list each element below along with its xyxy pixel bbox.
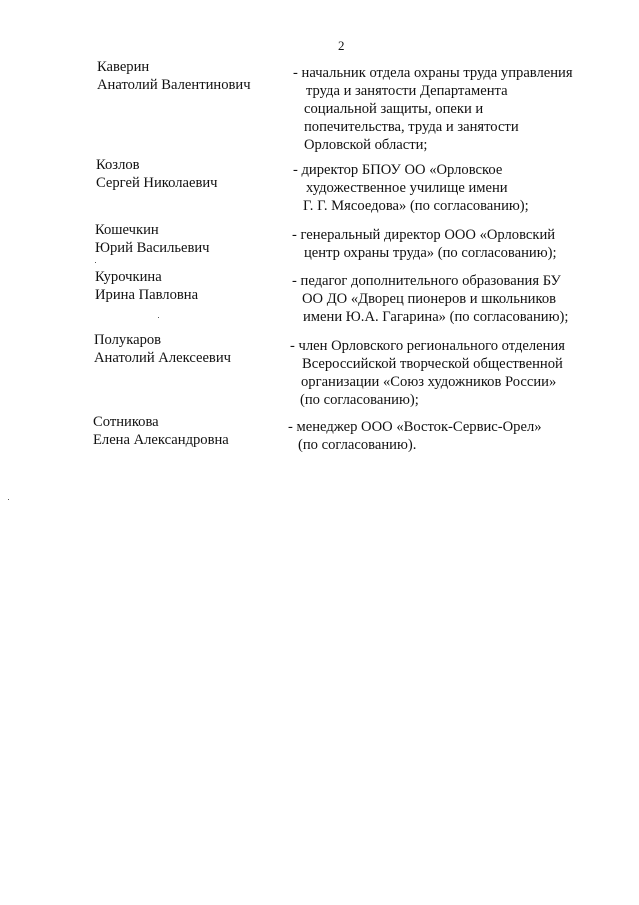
member-position-line: Г. Г. Мясоедова» (по согласованию); [303, 198, 529, 214]
member-position-line: Орловской области; [304, 137, 428, 153]
member-position-line: - директор БПОУ ОО «Орловское [293, 162, 503, 178]
member-surname: Кошечкин [95, 222, 159, 238]
member-position-line: имени Ю.А. Гагарина» (по согласованию); [303, 309, 569, 325]
member-position-line: - член Орловского регионального отделения [290, 338, 565, 354]
member-given-names: Юрий Васильевич [95, 240, 210, 256]
member-given-names: Сергей Николаевич [96, 175, 218, 191]
page-number: 2 [338, 38, 345, 53]
member-given-names: Анатолий Валентинович [97, 77, 251, 93]
member-position-line: - менеджер ООО «Восток-Сервис-Орел» [288, 419, 542, 435]
member-position-line: ОО ДО «Дворец пионеров и школьников [302, 291, 557, 307]
member-position-line: - начальник отдела охраны труда управления [293, 65, 573, 81]
member-position-line: (по согласованию). [298, 437, 417, 453]
scan-speck [158, 317, 159, 318]
member-position-line: художественное училище имени [306, 180, 508, 196]
member-position-line: - педагог дополнительного образования БУ [292, 273, 561, 289]
member-surname: Каверин [97, 59, 150, 75]
member-position-line: труда и занятости Департамента [306, 83, 508, 99]
member-surname: Козлов [96, 157, 140, 173]
member-surname: Полукаров [94, 332, 162, 348]
member-surname: Курочкина [95, 269, 162, 285]
member-position-line: центр охраны труда» (по согласованию); [304, 245, 557, 261]
member-given-names: Елена Александровна [93, 432, 229, 448]
member-position-line: организации «Союз художников России» [301, 374, 557, 390]
member-given-names: Ирина Павловна [95, 287, 199, 303]
member-position-line: попечительства, труда и занятости [304, 119, 519, 135]
scan-speck [8, 499, 9, 500]
scan-speck [95, 262, 96, 263]
member-position-line: Всероссийской творческой общественной [302, 356, 563, 372]
member-given-names: Анатолий Алексеевич [94, 350, 231, 366]
member-position-line: социальной защиты, опеки и [304, 101, 484, 117]
member-position-line: - генеральный директор ООО «Орловский [292, 227, 556, 243]
member-position-line: (по согласованию); [300, 392, 419, 408]
member-surname: Сотникова [93, 414, 159, 430]
